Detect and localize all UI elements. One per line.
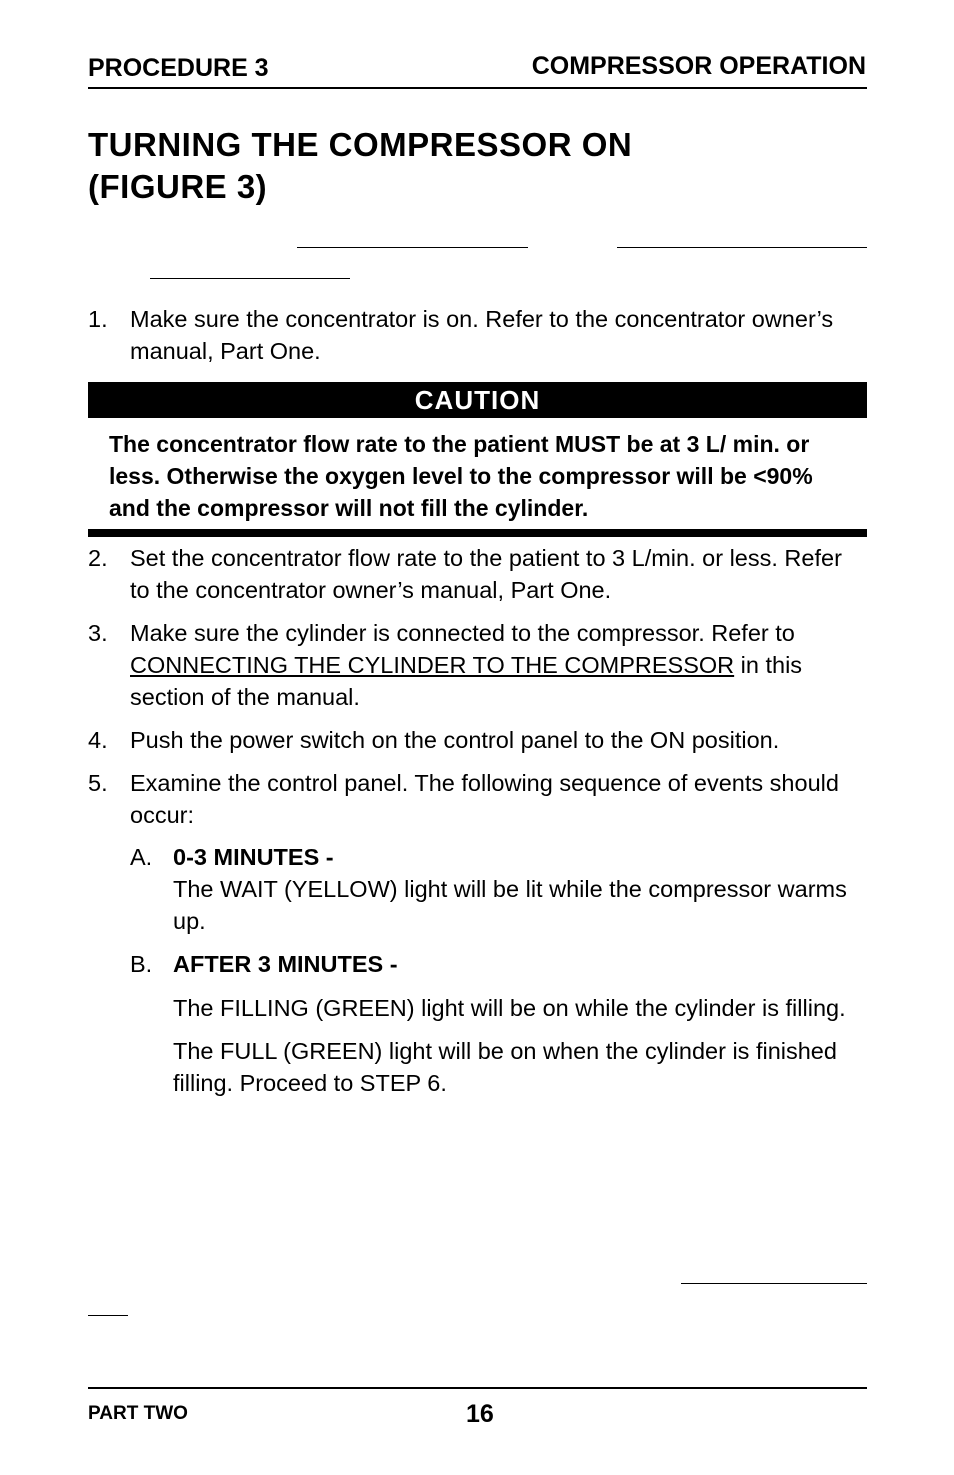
step-text: Examine the control panel. The following sequence of events should occur: (130, 770, 839, 828)
section-title: COMPRESSOR OPERATION (531, 52, 866, 80)
blank-line (150, 278, 350, 279)
step-number: 3. (88, 620, 108, 646)
step-text: Set the concentrator flow rate to the patient to 3 L/min. or less. Refer to the concentrator owner’s manual, Part One. (130, 545, 842, 603)
substep-label: B. (130, 951, 153, 977)
page-title (88, 124, 632, 208)
step-number: 1. (88, 306, 108, 332)
substep-b (130, 948, 866, 1099)
header-rule (88, 87, 867, 89)
page-number: 16 (466, 1400, 494, 1428)
step-number: 4. (88, 727, 108, 753)
substep-heading: AFTER 3 MINUTES - (173, 951, 398, 977)
substep-text: The WAIT (YELLOW) light will be lit while the compressor warms up. (173, 876, 847, 934)
cross-reference-link[interactable]: CONNECTING THE CYLINDER TO THE COMPRESSOR (130, 652, 735, 678)
step-3 (88, 617, 866, 713)
substep-text: The FULL (GREEN) light will be on when the cylinder is finished filling. Proceed to STEP 6. (173, 1038, 837, 1096)
substep-a (130, 841, 866, 937)
caution-banner: CAUTION (88, 382, 867, 418)
substep-text: The FILLING (GREEN) light will be on while the cylinder is filling. (173, 995, 846, 1021)
title-line-2: (FIGURE 3) (88, 168, 268, 205)
blank-line (617, 247, 867, 248)
title-line-1: TURNING THE COMPRESSOR ON (88, 126, 633, 163)
step-text-part: in this section of the manual. (130, 652, 803, 710)
caution-rule (88, 529, 867, 537)
procedure-label: PROCEDURE 3 (88, 54, 269, 82)
footer-part-label: PART TWO (88, 1403, 188, 1424)
step-text: Push the power switch on the control panel to the ON position. (130, 727, 780, 753)
step-text-part: Make sure the cylinder is connected to the compressor. Refer to (130, 620, 795, 646)
step-text: Make sure the concentrator is on. Refer to the concentrator owner’s manual, Part One. (130, 306, 834, 364)
step-number: 2. (88, 545, 108, 571)
substep-label: A. (130, 844, 153, 870)
step-1 (88, 303, 866, 367)
step-number: 5. (88, 770, 108, 796)
step-5 (88, 767, 866, 831)
blank-line (88, 1315, 128, 1316)
blank-line (681, 1283, 867, 1284)
step-text (130, 617, 866, 713)
step-4 (88, 724, 866, 756)
substep-heading: 0-3 MINUTES - (173, 844, 334, 870)
blank-line (297, 247, 528, 248)
caution-text: The concentrator flow rate to the patient MUST be at 3 L/ min. or less. Otherwise the oxygen level to the compressor will be <90% and the compressor will not fill the cylinder. (109, 431, 813, 521)
step-2 (88, 542, 866, 606)
footer-rule (88, 1387, 867, 1389)
